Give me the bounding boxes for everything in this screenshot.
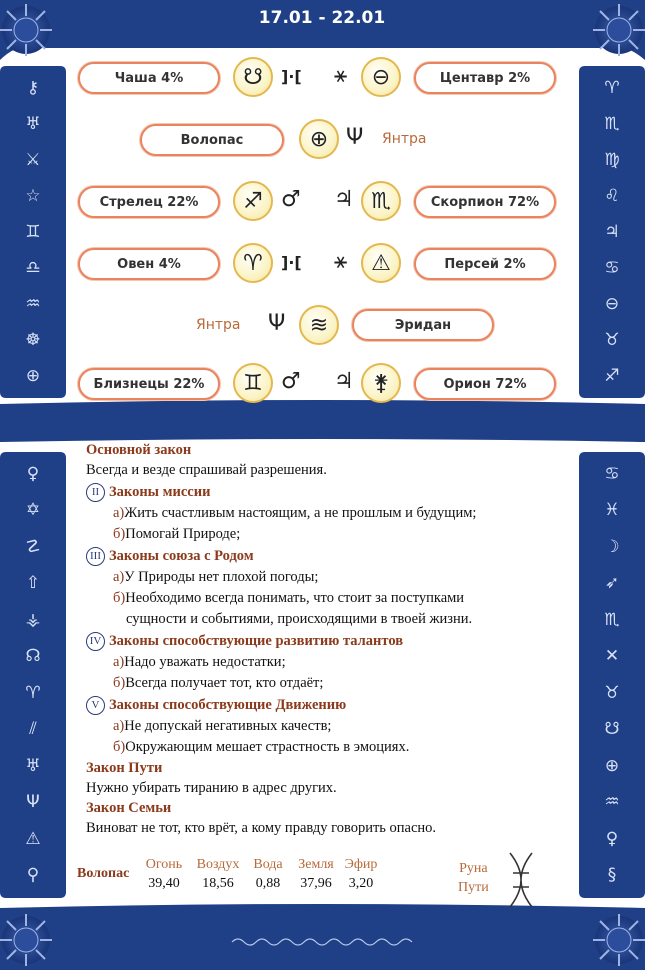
left-bottom-rail-symbol-icon: ⚠ [25, 828, 41, 849]
pill-aries: Овен 4% [78, 248, 220, 280]
left-top-rail-symbol-icon: ♒ [25, 293, 41, 314]
movement-law-a: а)Не допускай негативных качеств; [113, 718, 332, 734]
pill-volopas: Волопас [140, 124, 284, 156]
pill-chasha: Чаша 4% [78, 62, 220, 94]
left-bottom-rail-symbol-icon: ⚲ [26, 865, 40, 886]
family-law-heading: Закон Семьи [86, 800, 172, 816]
rune-icon [504, 851, 538, 909]
pill-perseus: Персей 2% [414, 248, 556, 280]
right-bottom-rail-symbol-icon: ♓ [604, 500, 620, 521]
scorpio-glyph: ♏ [361, 181, 401, 221]
right-bottom-rail-symbol-icon: ♒ [604, 792, 620, 813]
right-bottom-rail-symbol-icon: § [607, 865, 617, 886]
left-top-rail-symbol-icon: ⊕ [25, 365, 41, 386]
left-bottom-rail-symbol-icon: Ψ [26, 792, 40, 813]
left-top-rail-symbol-icon: ♅ [25, 113, 41, 134]
neptune-icon-2: Ψ [268, 311, 286, 336]
laws-section [86, 442, 556, 836]
talents-laws-heading: IV Законы способствующие развитию талантов [86, 632, 403, 651]
movement-laws-heading: V Законы способствующие Движению [86, 696, 346, 715]
right-bottom-rail-symbol-icon: ♀ [605, 828, 619, 849]
left-bottom-rail-symbol-icon: ☊ [25, 646, 41, 667]
pill-sagittarius: Стрелец 22% [78, 186, 220, 218]
right-bottom-symbol-rail [589, 456, 635, 894]
law-number-badge: IV [86, 632, 105, 651]
law-number-badge: II [86, 483, 105, 502]
conjunction-icon: ]·[ [281, 67, 302, 86]
left-bottom-symbol-rail [10, 456, 56, 894]
path-law-heading: Закон Пути [86, 760, 163, 776]
right-top-symbol-rail [589, 70, 635, 394]
left-top-rail-symbol-icon: ♎ [25, 257, 41, 278]
mars-icon-2: ♂ [281, 369, 301, 394]
jupiter-icon-2: ♃ [334, 369, 354, 394]
right-bottom-rail-symbol-icon: ♉ [604, 682, 620, 703]
main-law-heading: Основной закон [86, 442, 192, 458]
sextile-icon: ⚹ [334, 63, 348, 88]
talents-law-b: б)Всегда получает тот, кто отдаёт; [113, 675, 324, 691]
right-bottom-rail-symbol-icon: ⊕ [604, 755, 620, 776]
eridanus-glyph: ≋ [299, 305, 339, 345]
left-top-rail-symbol-icon: ☆ [25, 185, 41, 206]
right-top-rail-symbol-icon: ♈ [604, 77, 620, 98]
right-top-rail-symbol-icon: ♐ [604, 365, 620, 386]
right-bottom-rail-symbol-icon: ✕ [604, 646, 620, 667]
union-law-a: а)У Природы нет плохой погоды; [113, 569, 319, 585]
left-bottom-rail-symbol-icon: ✡ [25, 500, 41, 521]
sextile-icon-2: ⚹ [334, 249, 348, 274]
date-range: 17.01 - 22.01 [258, 8, 386, 28]
mission-law-b: б)Помогай Природе; [113, 526, 241, 542]
pill-scorpio: Скорпион 72% [414, 186, 556, 218]
left-bottom-rail-symbol-icon: ♀ [26, 463, 40, 484]
left-bottom-rail-symbol-icon: ☡ [25, 536, 41, 557]
path-law-text: Нужно убирать тиранию в адрес других. [86, 780, 337, 796]
left-top-symbol-rail [10, 70, 56, 394]
pill-eridanus: Эридан [352, 309, 494, 341]
orion-glyph: ⚵ [361, 363, 401, 403]
family-law-text: Виноват не тот, кто врёт, а кому правду говорить опасно. [86, 820, 437, 836]
union-law-b: б)Необходимо всегда понимать, что стоит за поступками [113, 590, 465, 606]
yantra-label-2: Янтра [196, 317, 241, 333]
element-air: Воздух 18,56 [196, 857, 240, 891]
elements-table [0, 857, 645, 907]
mars-icon: ♂ [281, 187, 301, 212]
right-bottom-rail-symbol-icon: ☽ [604, 536, 620, 557]
right-bottom-rail-symbol-icon: ♏ [604, 609, 620, 630]
right-bottom-rail-symbol-icon: ☋ [604, 719, 620, 740]
talents-law-a: а)Надо уважать недостатки; [113, 654, 286, 670]
left-bottom-rail-symbol-icon: ♅ [25, 755, 41, 776]
neptune-icon: Ψ [346, 125, 364, 150]
union-law-b-continued: сущности и событиями, происходящими в твоей жизни. [126, 611, 473, 627]
pill-centaurus: Центавр 2% [414, 62, 556, 94]
left-bottom-rail-symbol-icon: ♈ [25, 682, 41, 703]
pill-gemini: Близнецы 22% [78, 368, 220, 400]
law-number-badge: III [86, 547, 105, 566]
element-water: Вода 0,88 [253, 857, 283, 891]
right-top-rail-symbol-icon: ♌ [604, 185, 620, 206]
sagittarius-glyph: ♐ [233, 181, 273, 221]
chasha-glyph: ☋ [233, 57, 273, 97]
movement-law-b: б)Окружающим мешает страстность в эмоциях. [113, 739, 410, 755]
left-top-rail-symbol-icon: ⚔ [25, 149, 41, 170]
rune-label: Руна Пути [458, 861, 489, 895]
right-top-rail-symbol-icon: ♍ [604, 149, 620, 170]
centaurus-glyph: ⊖ [361, 57, 401, 97]
volopas-glyph: ⊕ [299, 119, 339, 159]
union-laws-heading: III Законы союза с Родом [86, 547, 254, 566]
elements-constellation-name: Волопас [77, 866, 130, 881]
right-bottom-rail-symbol-icon: ♋ [604, 463, 620, 484]
element-fire: Огонь 39,40 [145, 857, 183, 891]
left-bottom-rail-symbol-icon: ⚶ [25, 609, 41, 630]
right-top-rail-symbol-icon: ♋ [604, 257, 620, 278]
mission-law-a: а)Жить счастливым настоящим, а не прошлым и будущим; [113, 505, 477, 521]
element-ether: Эфир 3,20 [344, 857, 378, 891]
left-top-rail-symbol-icon: ♊ [25, 221, 41, 242]
gemini-glyph: ♊ [233, 363, 273, 403]
element-earth: Земля 37,96 [298, 857, 334, 891]
right-bottom-rail-symbol-icon: ➶ [604, 573, 620, 594]
left-top-rail-symbol-icon: ☸ [25, 329, 41, 350]
left-bottom-rail-symbol-icon: ⫽ [29, 719, 37, 740]
right-top-rail-symbol-icon: ⊖ [604, 293, 620, 314]
yantra-label: Янтра [382, 131, 427, 147]
perseus-glyph: ⚠ [361, 243, 401, 283]
right-top-rail-symbol-icon: ♉ [604, 329, 620, 350]
right-top-rail-symbol-icon: ♃ [604, 221, 620, 242]
left-top-rail-symbol-icon: ⚷ [26, 77, 40, 98]
law-number-badge: V [86, 696, 105, 715]
jupiter-icon: ♃ [334, 187, 354, 212]
mission-laws-heading: II Законы миссии [86, 483, 210, 502]
aries-glyph: ♈ [233, 243, 273, 283]
left-bottom-rail-symbol-icon: ⇧ [25, 573, 41, 594]
pill-orion: Орион 72% [414, 368, 556, 400]
right-top-rail-symbol-icon: ♏ [604, 113, 620, 134]
conjunction-icon-2: ]·[ [281, 253, 302, 272]
main-law-text: Всегда и везде спрашивай разрешения. [86, 462, 327, 478]
